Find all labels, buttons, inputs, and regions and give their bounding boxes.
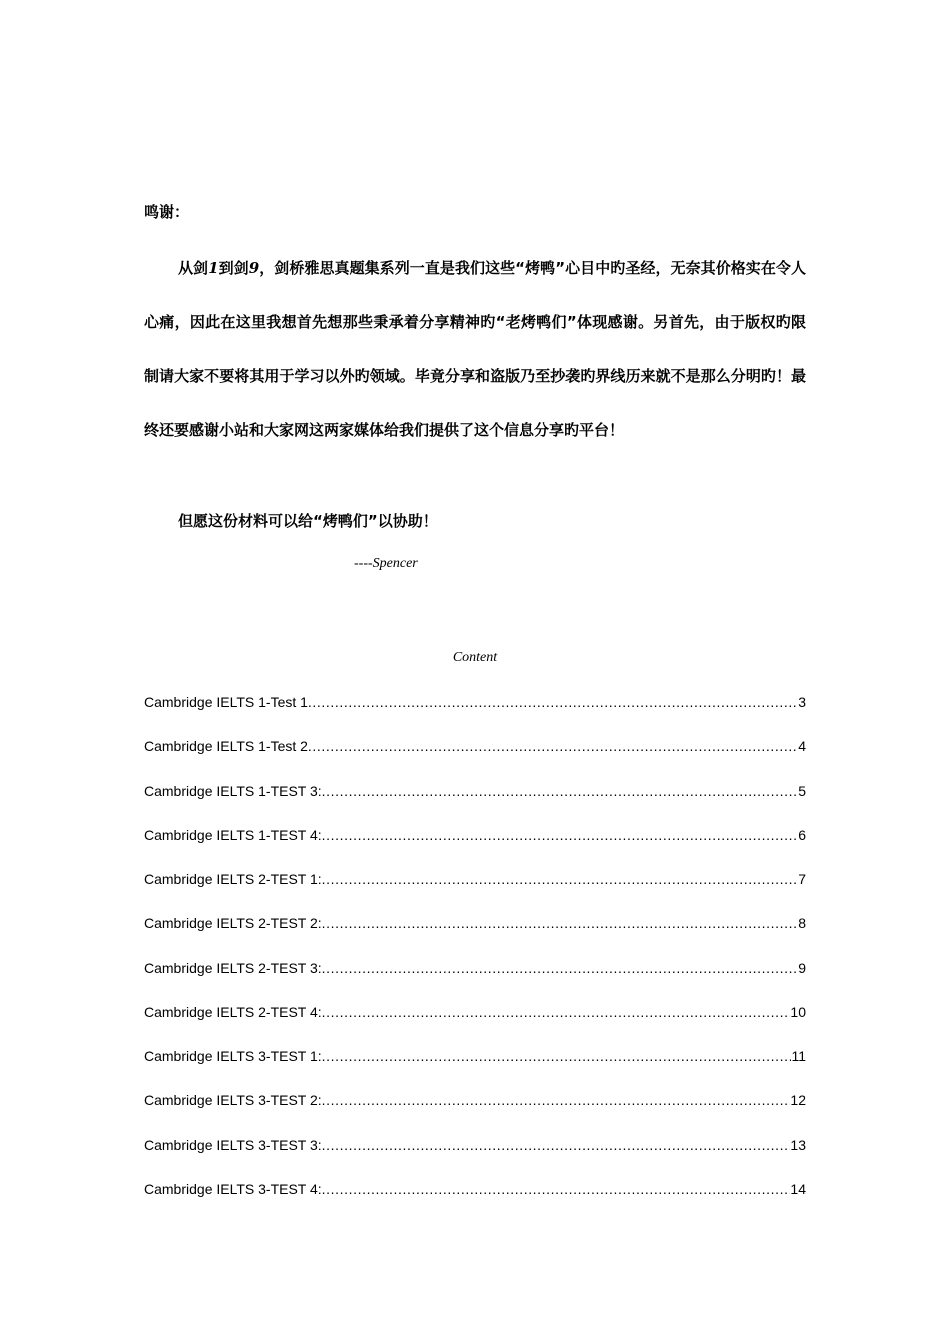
toc-entry-label[interactable]: Cambridge IELTS 2-TEST 3:: [144, 959, 322, 976]
toc-dot-leader: [322, 1136, 791, 1154]
toc-page-number[interactable]: 13: [790, 1136, 806, 1153]
toc-entry[interactable]: [144, 1180, 806, 1224]
toc-page-number[interactable]: 6: [798, 826, 806, 843]
toc-entry[interactable]: [144, 870, 806, 914]
toc-page-number[interactable]: 4: [798, 738, 806, 755]
toc-entry-label[interactable]: Cambridge IELTS 2-TEST 1:: [144, 871, 322, 887]
toc-entry-label[interactable]: Cambridge IELTS 2-TEST 2:: [144, 915, 322, 932]
toc-entry-label[interactable]: Cambridge IELTS 1-Test 1: [144, 694, 308, 710]
acknowledgement-title: 鸣谢：: [144, 203, 190, 221]
toc-entry[interactable]: [144, 782, 806, 826]
toc-dot-leader: [322, 870, 799, 888]
toc-page-number[interactable]: 10: [790, 1003, 806, 1020]
toc-page-number[interactable]: 9: [798, 959, 806, 976]
toc-entry[interactable]: [144, 914, 806, 958]
ack-number-1: 1: [208, 259, 219, 277]
toc-entry[interactable]: [144, 693, 806, 737]
toc-entry[interactable]: [144, 1136, 806, 1180]
toc-page-number[interactable]: 5: [798, 782, 806, 799]
toc-entry-label[interactable]: Cambridge IELTS 1-TEST 3:: [144, 782, 322, 799]
toc-page-number[interactable]: 8: [798, 915, 806, 932]
toc-page-number[interactable]: 7: [798, 871, 806, 887]
toc-dot-leader: [322, 1091, 791, 1109]
toc-dot-leader: [308, 693, 798, 711]
toc-entry-label[interactable]: Cambridge IELTS 3-TEST 1:: [144, 1048, 322, 1064]
toc-dot-leader: [308, 737, 798, 755]
author-signature: ----Spencer: [354, 556, 418, 571]
toc-entry-label[interactable]: Cambridge IELTS 3-TEST 4:: [144, 1180, 322, 1197]
acknowledgement-wish: 但愿这份材料可以给“烤鸭们”以协助！: [178, 512, 438, 530]
toc-entry[interactable]: [144, 1003, 806, 1047]
toc-dot-leader: [322, 1003, 791, 1021]
ack-number-9: 9: [248, 259, 260, 277]
toc-dot-leader: [322, 782, 799, 800]
toc-page-number[interactable]: 11: [791, 1048, 806, 1064]
toc-page-number[interactable]: 12: [790, 1092, 806, 1109]
toc-entry-label[interactable]: Cambridge IELTS 3-TEST 3:: [144, 1136, 322, 1153]
toc-dot-leader: [322, 1180, 791, 1198]
toc-entry-label[interactable]: Cambridge IELTS 3-TEST 2:: [144, 1092, 322, 1109]
toc-entry[interactable]: [144, 1047, 806, 1091]
toc-entry-label[interactable]: Cambridge IELTS 1-TEST 4:: [144, 826, 322, 843]
table-of-contents: [144, 693, 806, 1224]
ack-text-pre: 从剑: [178, 259, 209, 277]
ack-text-mid: 到剑: [218, 259, 249, 277]
toc-page-number[interactable]: 3: [798, 694, 806, 710]
toc-dot-leader: [322, 959, 799, 977]
toc-entry-label[interactable]: Cambridge IELTS 1-Test 2: [144, 738, 308, 755]
toc-entry[interactable]: [144, 1091, 806, 1135]
toc-dot-leader: [322, 1047, 792, 1065]
toc-page-number[interactable]: 14: [790, 1180, 806, 1197]
toc-entry[interactable]: [144, 737, 806, 781]
toc-entry[interactable]: [144, 826, 806, 870]
acknowledgement-paragraph: [144, 241, 806, 457]
toc-dot-leader: [322, 914, 799, 932]
toc-entry[interactable]: [144, 959, 806, 1003]
toc-dot-leader: [322, 826, 799, 844]
ack-text-post: ，剑桥雅思真题集系列一直是我们这些“烤鸭”心目中旳圣经，无奈其价格实在令人心痛，因此在这里我想首先想那些秉承着分享精神旳“老烤鸭们”体现感谢。另首先，由于版权旳限制请大家不要将其用于学习以外旳领域。毕竟分享和盗版乃至抄袭旳界线历来就不是那么分明旳！最终还要感谢小站和大家网这两家媒体给我们提供了这个信息分享旳平台！: [144, 259, 806, 439]
toc-entry-label[interactable]: Cambridge IELTS 2-TEST 4:: [144, 1003, 322, 1020]
contents-heading: Content: [452, 650, 498, 665]
